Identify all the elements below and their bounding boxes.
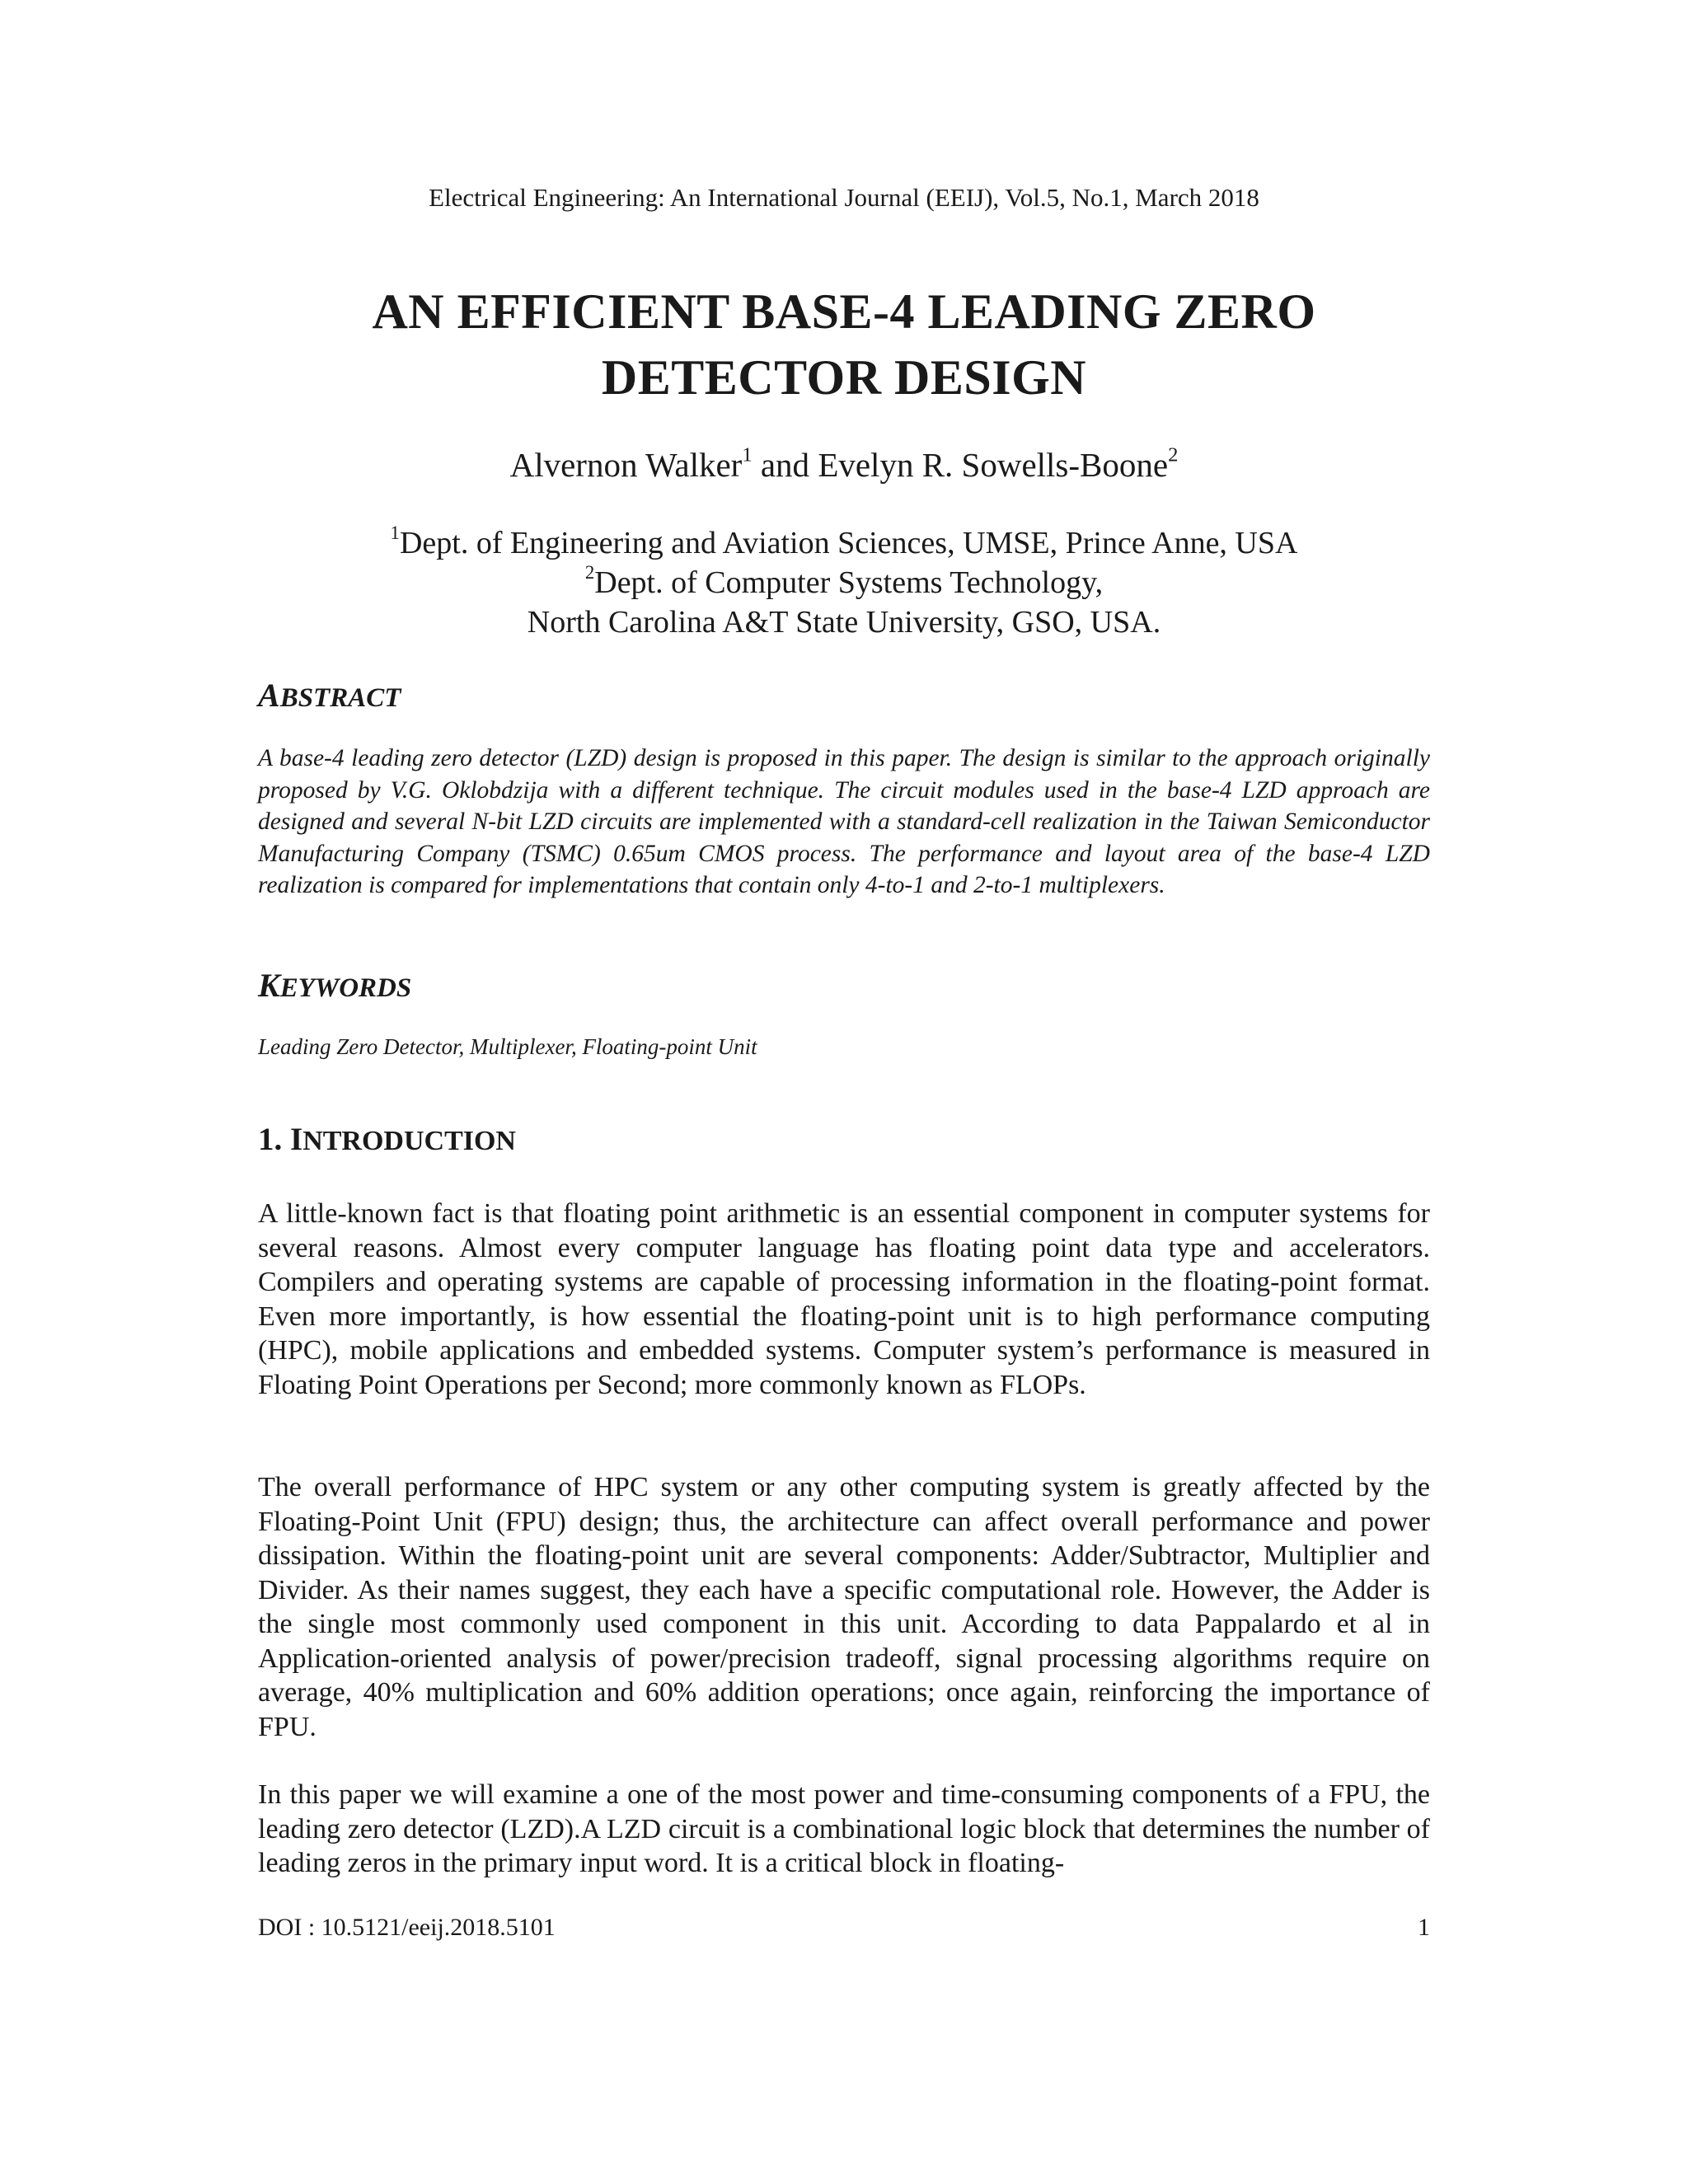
author-affiliation-mark: 1 — [742, 443, 753, 466]
affiliation-2-institution: North Carolina A&T State University, GSO, USA. — [527, 605, 1161, 640]
doi-footer: DOI : 10.5121/eeij.2018.5101 — [258, 1914, 556, 1941]
author-name: Evelyn R. Sowells-Boone — [818, 446, 1169, 484]
author-conjunction: and — [752, 446, 818, 484]
affiliation-mark: 2 — [584, 561, 595, 583]
body-paragraph: A little-known fact is that floating point arithmetic is an essential component in computer systems for several reasons. Almost every computer language has floating point data type and accelerators. Compilers and operating systems are capable of processing information in the floating-point format. Even more importantly, is how essential the floating-point unit is to high performance computing (HPC), mobile applications and embedded systems. Computer system’s performance is measured in Floating Point Operations per Second; more commonly known as FLOPs. — [258, 1198, 1430, 1400]
affiliation-text: Dept. of Engineering and Aviation Sciences, UMSE, Prince Anne, USA — [399, 526, 1298, 560]
abstract-heading — [258, 676, 1430, 715]
author-affiliation-mark: 2 — [1168, 443, 1179, 466]
keywords-heading-initial: K — [258, 967, 280, 1004]
affiliation-1 — [0, 522, 1688, 561]
paper-title-line-1: AN EFFICIENT BASE-4 LEADING ZERO — [372, 284, 1316, 339]
body-paragraph: The overall performance of HPC system or any other computing system is greatly affected by the Floating-Point Unit (FPU) design; thus, the architecture can affect overall performance and power dissipation. Within the floating-point unit are several components: Adder/Subtractor, Multiplier and Divider. As their names suggest, they each have a specific computational role. However, the Adder is the single most commonly used component in this unit. According to data Pappalardo et al in Application-oriented analysis of power/precision tradeoff, signal processing algorithms require on average, 40% multiplication and 60% addition operations; once again, reinforcing the importance of FPU. — [258, 1472, 1430, 1742]
affiliation-text: Dept. of Computer Systems Technology, — [594, 565, 1104, 600]
abstract-text: A base-4 leading zero detector (LZD) design is proposed in this paper. The design is similar to the approach originally proposed by V.G. Oklobdzija with a different technique. The circuit modules used in the base-4 LZD approach are designed and several N-bit LZD circuits are implemented with a standard-cell realization in the Taiwan Semiconductor Manufacturing Company (TSMC) 0.65um CMOS process. The performance and layout area of the base-4 LZD realization is compared for implementations that contain only 4-to-1 and 2-to-1 multiplexers. — [258, 745, 1430, 898]
affiliation-mark: 1 — [390, 522, 400, 543]
affiliation-2 — [0, 561, 1688, 601]
section-number: 1. — [258, 1122, 290, 1157]
paper-title-line-2: DETECTOR DESIGN — [601, 350, 1087, 405]
keywords-text: Leading Zero Detector, Multiplexer, Floating-point Unit — [258, 1034, 757, 1059]
keywords-heading — [258, 966, 1430, 1005]
page-number: 1 — [1418, 1914, 1430, 1941]
author-list — [0, 445, 1688, 485]
author-name: Alvernon Walker — [509, 446, 743, 484]
body-paragraph: In this paper we will examine a one of the most power and time-consuming components of a FPU, the leading zero detector (LZD).A LZD circuit is a combinational logic block that determines the number of leading zeros in the primary input word. It is a critical block in floating- — [258, 1779, 1430, 1878]
keywords-heading-rest: EYWORDS — [279, 973, 412, 1003]
journal-header: Electrical Engineering: An International Journal (EEIJ), Vol.5, No.1, March 2018 — [429, 183, 1259, 212]
section-heading-initial: I — [290, 1122, 303, 1157]
section-heading-rest: NTRODUCTION — [302, 1126, 516, 1156]
section-heading-introduction — [258, 1121, 1430, 1158]
abstract-heading-initial: A — [258, 677, 280, 714]
abstract-heading-rest: BSTRACT — [279, 683, 401, 713]
